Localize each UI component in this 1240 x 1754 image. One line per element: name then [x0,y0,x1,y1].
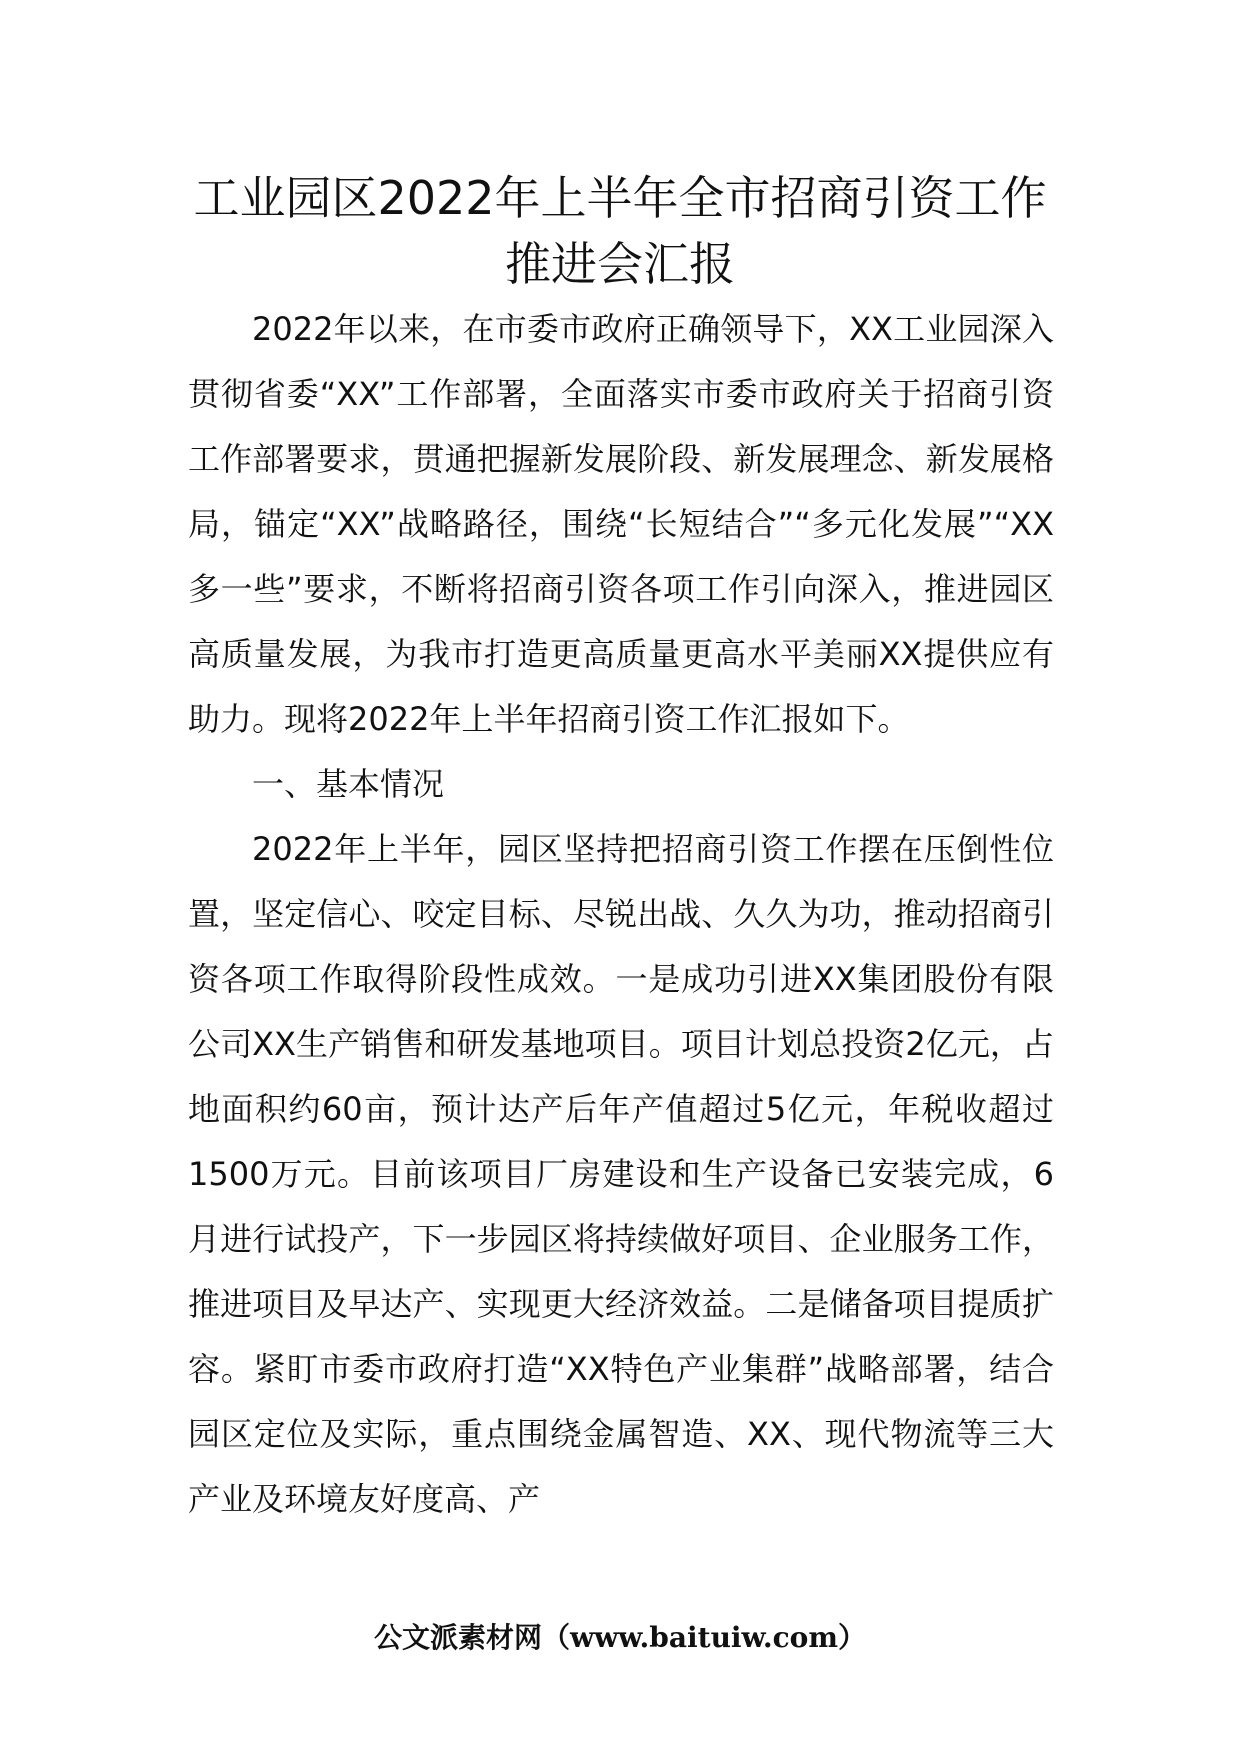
basic-situation-paragraph: 2022年上半年，园区坚持把招商引资工作摆在压倒性位置，坚定信心、咬定目标、尽锐出战、久久为功，推动招商引资各项工作取得阶段性成效。一是成功引进XX集团股份有限公司XX生产销售和研发基地项目。项目计划总投资2亿元，占地面积约60亩，预计达产后年产值超过5亿元，年税收超过1500万元。目前该项目厂房建设和生产设备已安装完成，6月进行试投产，下一步园区将持续做好项目、企业服务工作，推进项目及早达产、实现更大经济效益。二是储备项目提质扩容。紧盯市委市政府打造“XX特色产业集群”战略部署，结合园区定位及实际，重点围绕金属智造、XX、现代物流等三大产业及环境友好度高、产 [188,830,1054,1518]
document-title-line-1: 工业园区2022年上半年全市招商引资工作 [193,171,1047,225]
section-heading-basic-situation: 一、基本情况 [252,765,445,803]
document-body [188,297,1054,1532]
footer-watermark: 公文派素材网（www.baituiw.com） [374,1621,866,1654]
document-title-line-2: 推进会汇报 [505,237,735,291]
intro-paragraph: 2022年以来，在市委市政府正确领导下，XX工业园深入贯彻省委“XX”工作部署，全面落实市委市政府关于招商引资工作部署要求，贯通把握新发展阶段、新发展理念、新发展格局，锚定“XX”战略路径，围绕“长短结合”“多元化发展”“XX多一些”要求，不断将招商引资各项工作引向深入，推进园区高质量发展，为我市打造更高质量更高水平美丽XX提供应有助力。现将2022年上半年招商引资工作汇报如下。 [188,310,1054,738]
